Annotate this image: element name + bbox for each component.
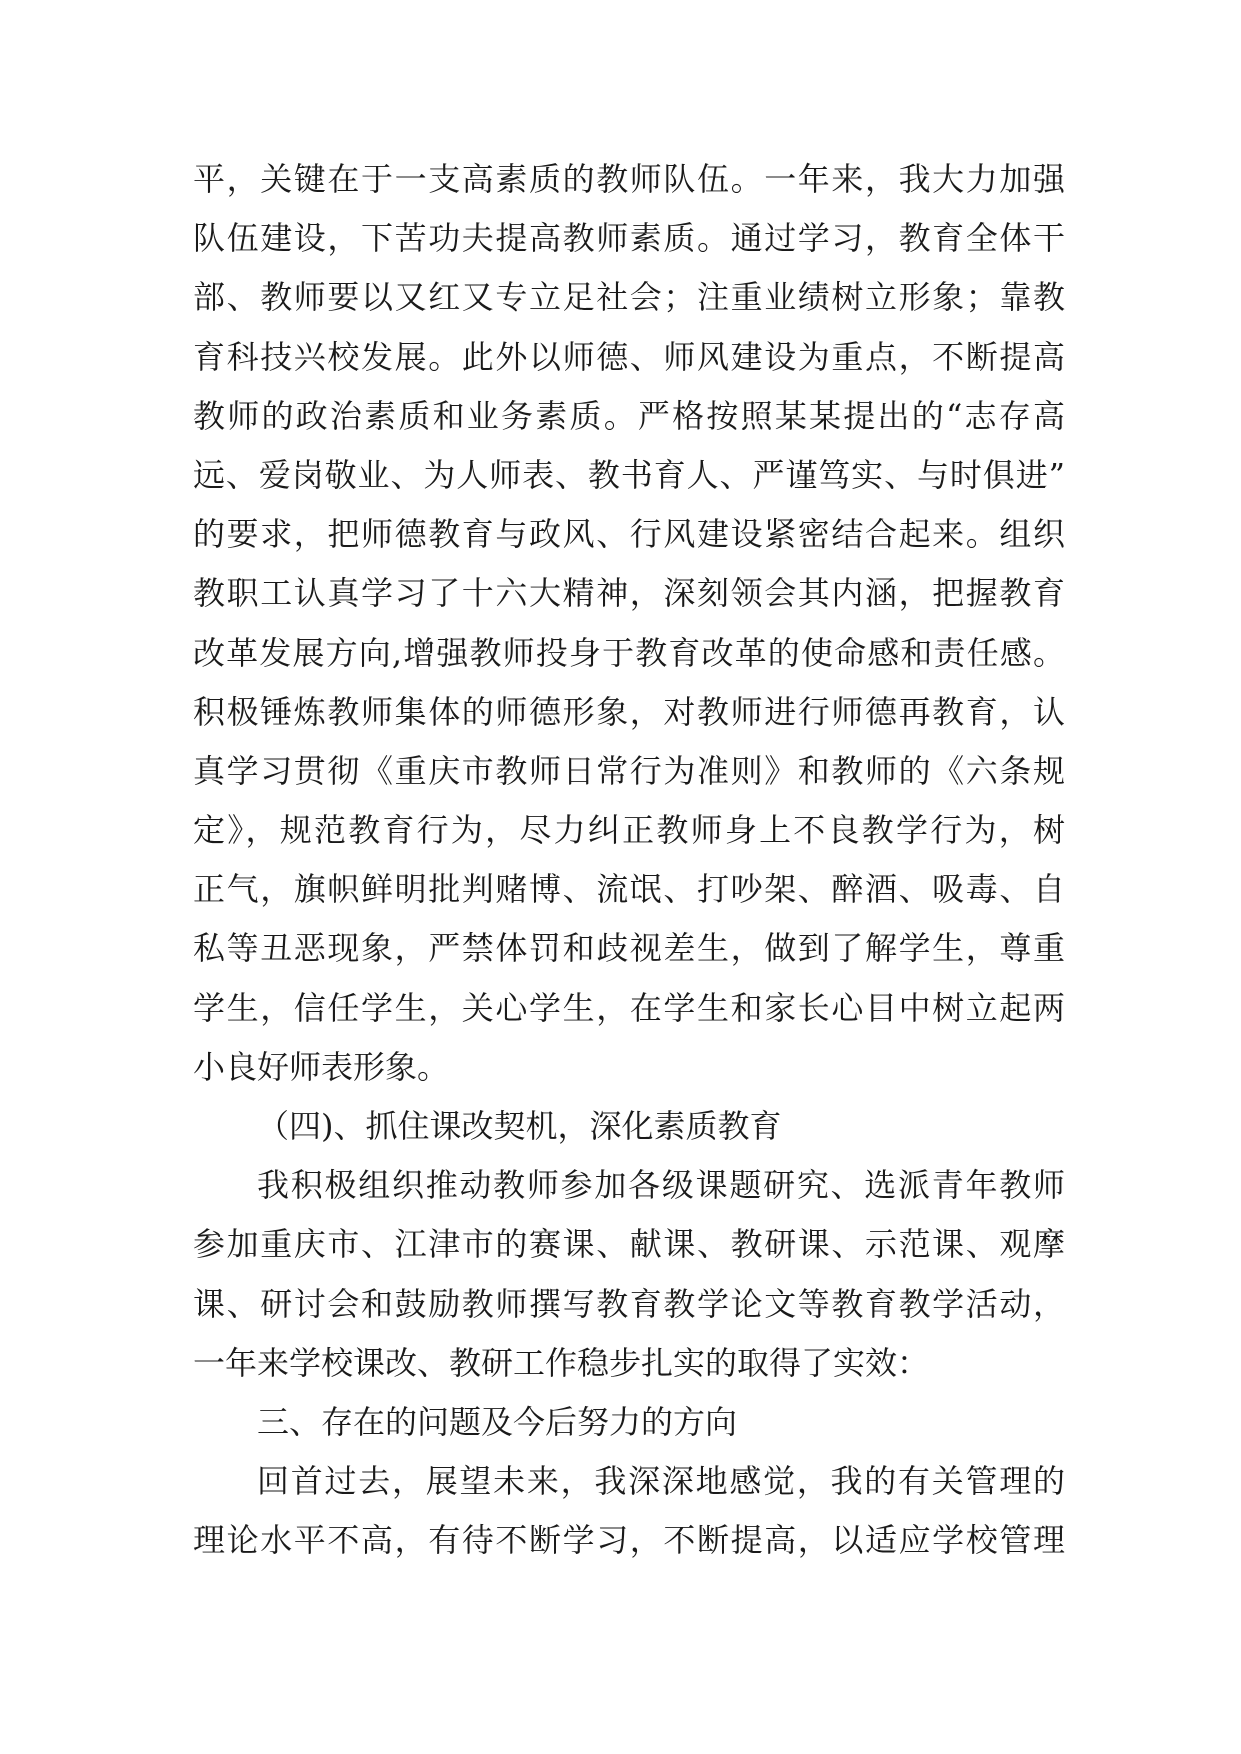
text-line: 育科技兴校发展。此外以师德、师风建设为重点，不断提高 — [193, 337, 1065, 376]
paragraph-curriculum-reform — [193, 1156, 1065, 1393]
paragraph-teacher-quality — [193, 150, 1065, 1097]
text-line: 部、教师要以又红又专立足社会；注重业绩树立形象；靠教 — [193, 278, 1065, 317]
text-line: 我积极组织推动教师参加各级课题研究、选派青年教师 — [257, 1166, 1065, 1205]
text-line: 远、爱岗敬业、为人师表、教书育人、严谨笃实、与时俱进” — [193, 455, 1065, 494]
text-line: 正气，旗帜鲜明批判赌博、流氓、打吵架、醉酒、吸毒、自 — [193, 870, 1065, 909]
text-line: 的要求，把师德教育与政风、行风建设紧密结合起来。组织 — [193, 515, 1065, 554]
text-line: 定》，规范教育行为，尽力纠正教师身上不良教学行为，树 — [193, 811, 1065, 850]
section-heading-3 — [193, 1393, 1065, 1452]
text-line: 积极锤炼教师集体的师德形象，对教师进行师德再教育，认 — [193, 692, 1065, 731]
text-line: 教职工认真学习了十六大精神，深刻领会其内涵，把握教育 — [193, 574, 1065, 613]
text-line: 私等丑恶现象，严禁体罚和歧视差生，做到了解学生，尊重 — [193, 929, 1065, 968]
section-heading-4 — [193, 1097, 1065, 1156]
text-line: 队伍建设，下苦功夫提高教师素质。通过学习，教育全体干 — [193, 219, 1065, 258]
text-line: 改革发展方向,增强教师投身于教育改革的使命感和责任感。 — [193, 633, 1065, 672]
text-line: 教师的政治素质和业务素质。严格按照某某提出的“志存高 — [193, 396, 1065, 435]
text-line: 真学习贯彻《重庆市教师日常行为准则》和教师的《六条规 — [193, 751, 1065, 790]
text-line: 课、研讨会和鼓励教师撰写教育教学论文等教育教学活动， — [193, 1284, 1065, 1323]
text-line: 参加重庆市、江津市的赛课、献课、教研课、示范课、观摩 — [193, 1225, 1065, 1264]
text-line: 回首过去，展望未来，我深深地感觉，我的有关管理的 — [257, 1462, 1065, 1501]
text-line: 学生，信任学生，关心学生，在学生和家长心目中树立起两 — [193, 988, 1065, 1027]
text-line: 平，关键在于一支高素质的教师队伍。一年来，我大力加强 — [193, 160, 1065, 198]
heading-text: （四)、抓住课改契机，深化素质教育 — [257, 1107, 782, 1145]
text-line: 小良好师表形象。 — [193, 1047, 450, 1086]
text-line: 理论水平不高，有待不断学习，不断提高，以适应学校管理 — [193, 1521, 1065, 1560]
body-text — [193, 150, 1065, 1571]
heading-text: 三、存在的问题及今后努力的方向 — [257, 1402, 738, 1441]
paragraph-problems-direction — [193, 1452, 1065, 1570]
text-line: 一年来学校课改、教研工作稳步扎实的取得了实效： — [193, 1343, 930, 1382]
